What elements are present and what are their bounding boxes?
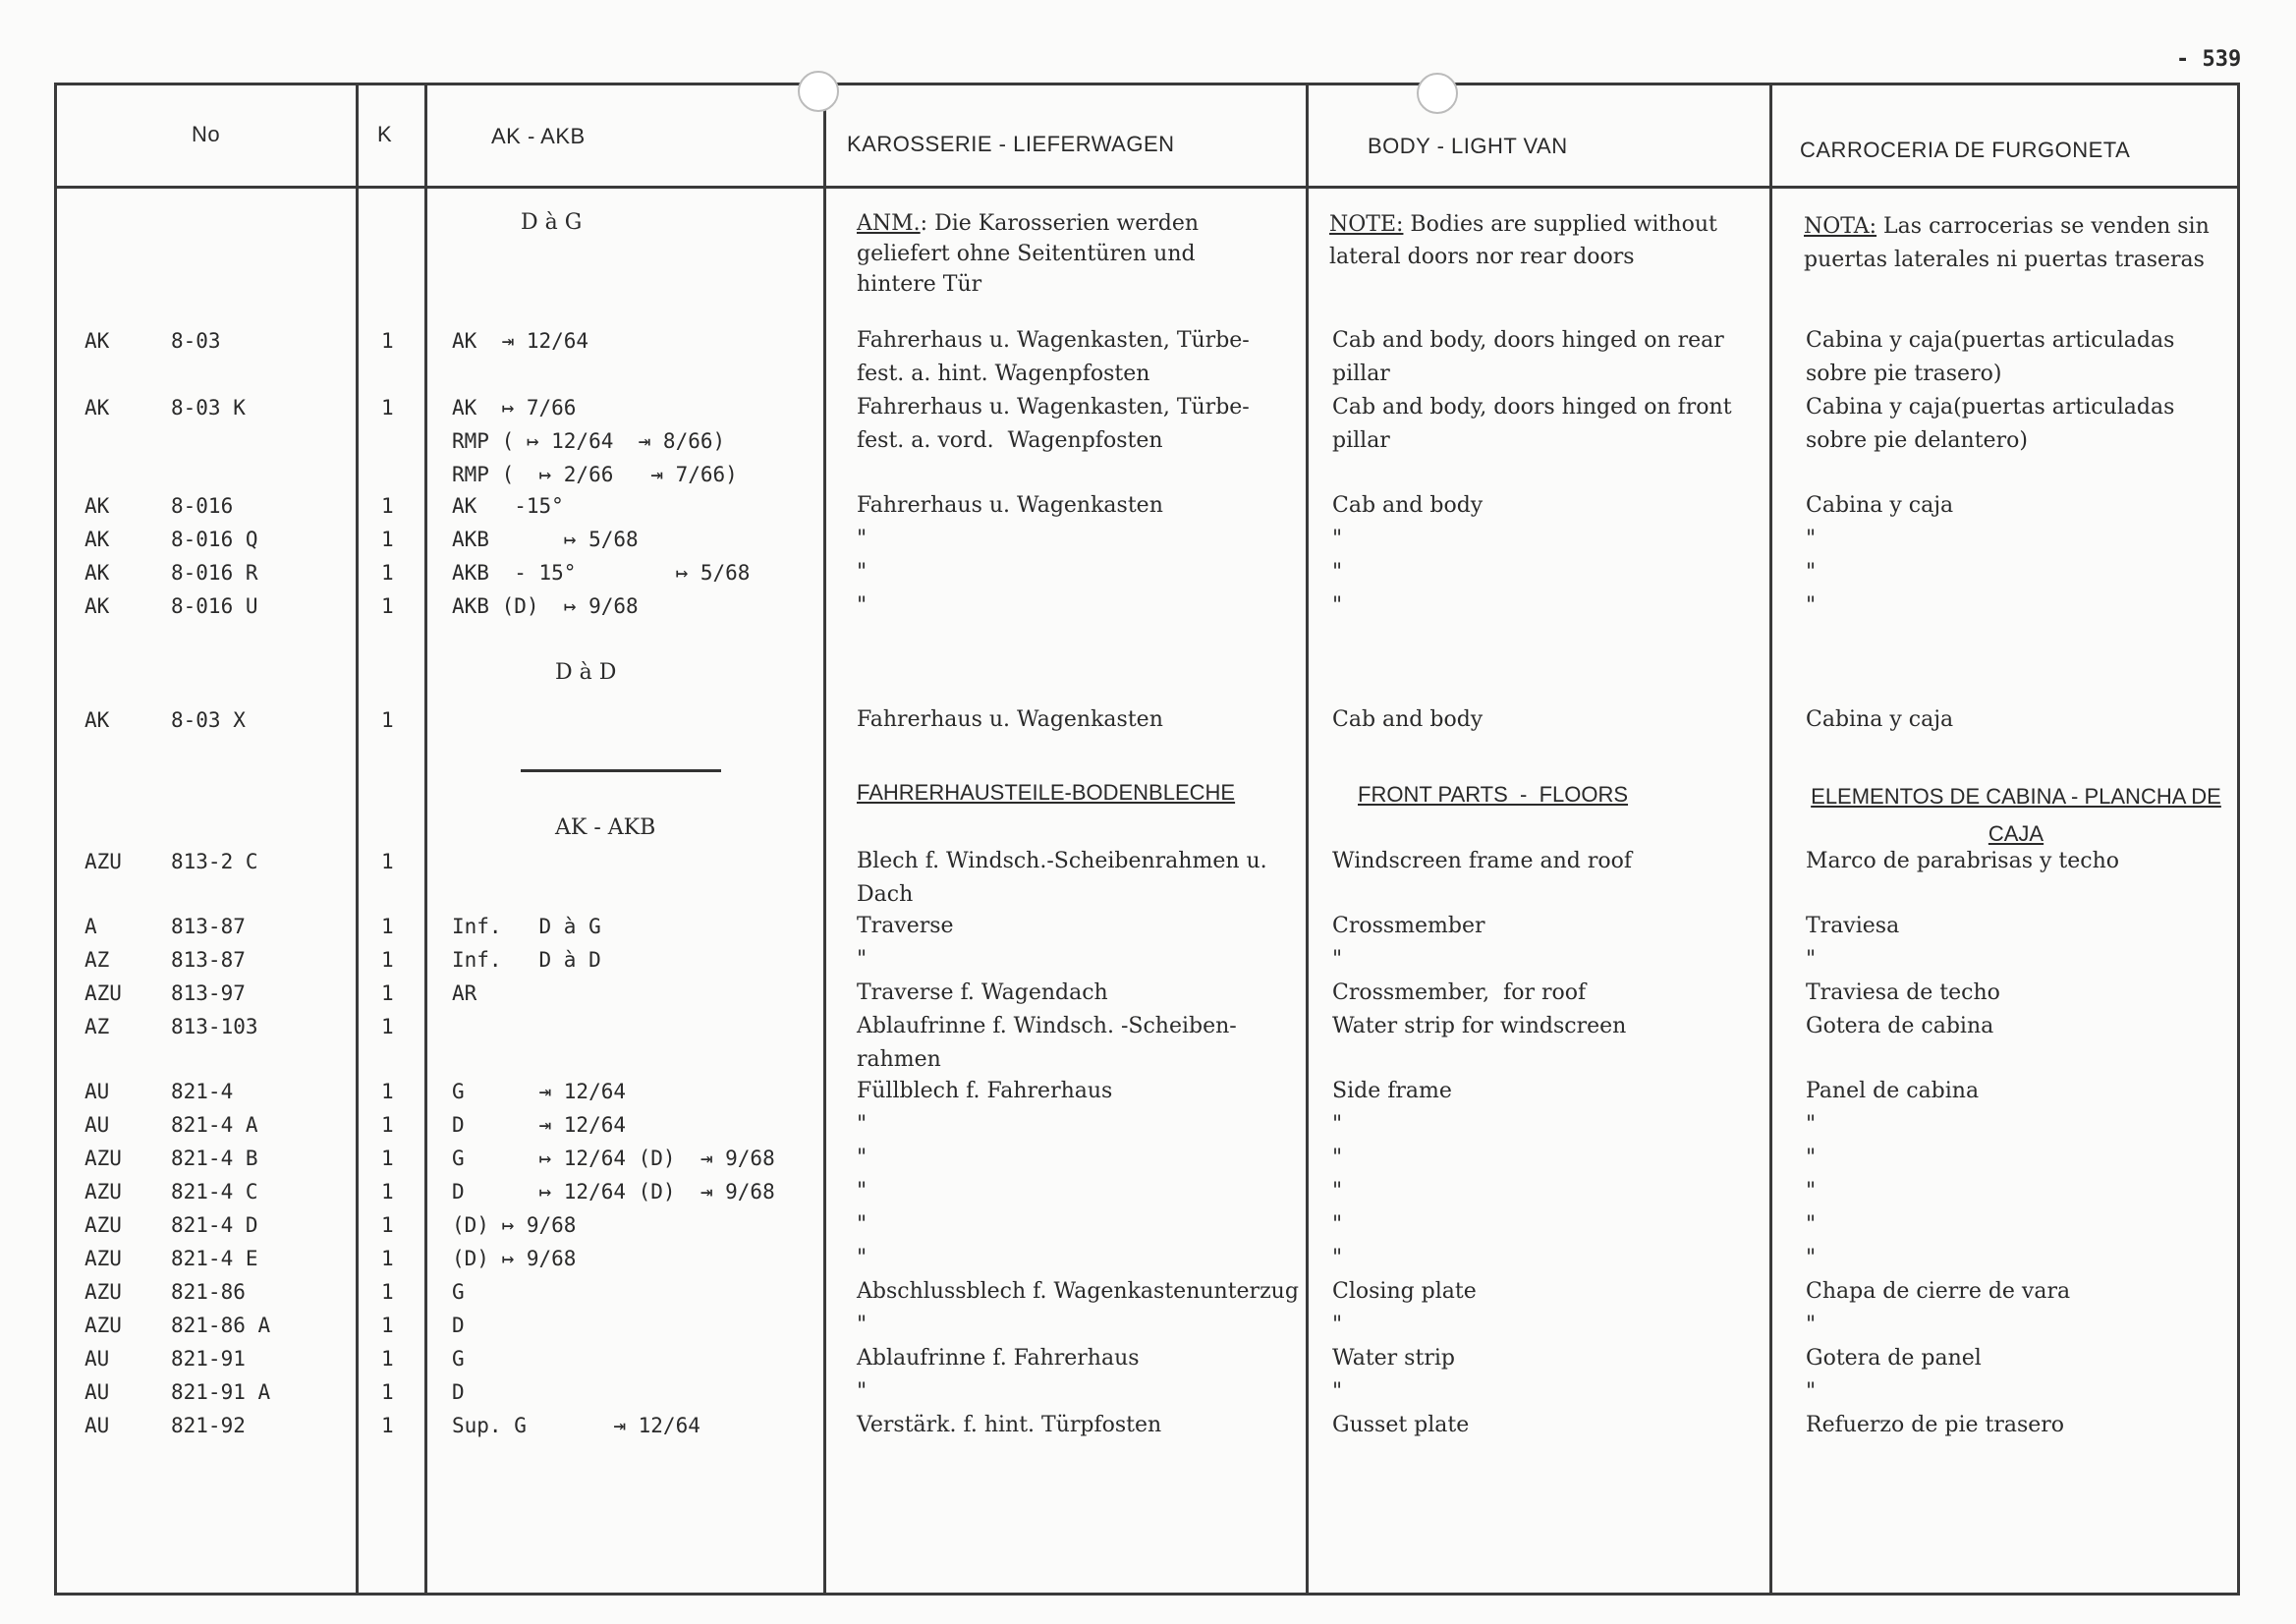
part-prefix: AZU <box>84 1180 122 1204</box>
description-german: " <box>857 560 868 585</box>
quantity: 1 <box>381 1147 394 1170</box>
section-label-dad: D à D <box>555 660 617 685</box>
note-spanish-label: NOTA: <box>1804 214 1877 239</box>
part-prefix: AZU <box>84 1280 122 1304</box>
note-english <box>1329 208 1752 273</box>
description-german: " <box>857 1246 868 1270</box>
description-spanish: Cabina y caja <box>1806 707 1954 732</box>
quantity: 1 <box>381 1247 394 1270</box>
description-english: Side frame <box>1332 1079 1452 1103</box>
description-german: " <box>857 593 868 618</box>
part-number: 821-86 <box>171 1280 246 1304</box>
part-number: 813-103 <box>171 1015 258 1038</box>
description-english: " <box>1332 1212 1343 1237</box>
description-spanish: Gotera de panel <box>1806 1346 1982 1371</box>
description-english: Water strip <box>1332 1346 1455 1371</box>
description-spanish: Gotera de cabina <box>1806 1014 1994 1038</box>
description-english: Cab and body, doors hinged on front pillar <box>1332 395 1732 453</box>
description-english: Closing plate <box>1332 1279 1477 1304</box>
subsection-spanish: ELEMENTOS DE CABINA - PLANCHA DE CAJA <box>1811 784 2221 846</box>
part-prefix: AK <box>84 494 110 518</box>
part-number: 8-016 R <box>171 561 258 585</box>
quantity: 1 <box>381 1380 394 1404</box>
part-prefix: A <box>84 915 97 938</box>
binder-hole <box>798 71 839 112</box>
application: D ↦ 12/64 (D) ⇥ 9/68 <box>452 1180 775 1204</box>
description-spanish: " <box>1806 1379 1817 1404</box>
description-spanish: Chapa de cierre de vara <box>1806 1279 2071 1304</box>
part-number: 821-86 A <box>171 1314 271 1337</box>
section-label-dag: D à G <box>521 210 583 235</box>
part-prefix: AU <box>84 1380 110 1404</box>
description-german: Blech f. Windsch.-Scheibenrahmen u. Dach <box>857 849 1267 907</box>
quantity: 1 <box>381 915 394 938</box>
part-prefix: AK <box>84 594 110 618</box>
part-number: 821-4 A <box>171 1113 258 1137</box>
description-german: Verstärk. f. hint. Türpfosten <box>857 1413 1162 1437</box>
note-english-label: NOTE: <box>1329 212 1404 237</box>
quantity: 1 <box>381 1080 394 1103</box>
note-german-text: : Die Karosserien werden geliefert ohne Seitentüren und hintere Tür <box>857 211 1200 297</box>
description-english: " <box>1332 1246 1343 1270</box>
description-german: " <box>857 1112 868 1137</box>
quantity: 1 <box>381 1414 394 1437</box>
description-english: " <box>1332 1146 1343 1170</box>
application: D <box>452 1314 465 1337</box>
col-divider <box>356 85 359 1593</box>
quantity: 1 <box>381 528 394 551</box>
col-divider <box>424 85 427 1593</box>
part-prefix: AK <box>84 528 110 551</box>
application: Sup. G ⇥ 12/64 <box>452 1414 700 1437</box>
part-prefix: AZU <box>84 850 122 873</box>
header-ak: AK - AKB <box>491 124 586 148</box>
application: AKB ↦ 5/68 <box>452 528 639 551</box>
description-german: Fahrerhaus u. Wagenkasten <box>857 707 1163 732</box>
quantity: 1 <box>381 1347 394 1371</box>
description-english: Water strip for windscreen <box>1332 1014 1627 1038</box>
description-spanish: Cabina y caja(puertas articuladas sobre pie trasero) <box>1806 328 2175 386</box>
description-english: Cab and body <box>1332 707 1484 732</box>
quantity: 1 <box>381 850 394 873</box>
description-spanish: Panel de cabina <box>1806 1079 1980 1103</box>
application: G <box>452 1347 465 1371</box>
description-spanish: " <box>1806 1246 1817 1270</box>
part-prefix: AK <box>84 561 110 585</box>
part-number: 8-016 Q <box>171 528 258 551</box>
quantity: 1 <box>381 981 394 1005</box>
part-prefix: AK <box>84 708 110 732</box>
description-english: " <box>1332 1179 1343 1204</box>
application: Inf. D à G <box>452 915 601 938</box>
application: AK ⇥ 12/64 <box>452 329 589 353</box>
note-spanish <box>1804 210 2236 277</box>
description-english: " <box>1332 1379 1343 1404</box>
part-number: 813-2 C <box>171 850 258 873</box>
part-number: 821-4 C <box>171 1180 258 1204</box>
description-spanish: Traviesa de techo <box>1806 980 2000 1005</box>
part-prefix: AZ <box>84 948 110 972</box>
part-number: 8-03 <box>171 329 221 353</box>
part-number: 813-97 <box>171 981 246 1005</box>
part-number: 821-91 A <box>171 1380 271 1404</box>
part-number: 8-03 X <box>171 708 246 732</box>
description-spanish: " <box>1806 1179 1817 1204</box>
quantity: 1 <box>381 561 394 585</box>
part-prefix: AU <box>84 1347 110 1371</box>
application: Inf. D à D <box>452 948 601 972</box>
part-number: 821-4 D <box>171 1213 258 1237</box>
quantity: 1 <box>381 494 394 518</box>
description-english: Crossmember, for roof <box>1332 980 1587 1005</box>
quantity: 1 <box>381 396 394 420</box>
description-spanish: Refuerzo de pie trasero <box>1806 1413 2065 1437</box>
description-english: Windscreen frame and roof <box>1332 849 1633 873</box>
description-spanish: " <box>1806 947 1817 972</box>
application: G <box>452 1280 465 1304</box>
part-prefix: AZU <box>84 1213 122 1237</box>
page-number: - 539 <box>2176 47 2242 72</box>
description-english: Cab and body, doors hinged on rear pillar <box>1332 328 1724 386</box>
quantity: 1 <box>381 594 394 618</box>
description-english: Cab and body <box>1332 493 1484 518</box>
quantity: 1 <box>381 1015 394 1038</box>
part-number: 821-4 E <box>171 1247 258 1270</box>
part-number: 8-03 K <box>171 396 246 420</box>
binder-hole <box>1417 73 1458 114</box>
application: AK ↦ 7/66 RMP ( ↦ 12/64 ⇥ 8/66) RMP ( ↦ 2/66 ⇥ 7/66) <box>452 396 738 486</box>
part-prefix: AZU <box>84 1247 122 1270</box>
description-spanish: " <box>1806 1212 1817 1237</box>
description-german: Fahrerhaus u. Wagenkasten <box>857 493 1163 518</box>
part-prefix: AZU <box>84 1147 122 1170</box>
note-german <box>857 208 1269 300</box>
description-german: Traverse <box>857 914 954 938</box>
part-number: 821-92 <box>171 1414 246 1437</box>
subsection-german: FAHRERHAUSTEILE-BODENBLECHE <box>857 780 1236 805</box>
part-number: 821-4 B <box>171 1147 258 1170</box>
application: AKB (D) ↦ 9/68 <box>452 594 639 618</box>
description-english: Crossmember <box>1332 914 1485 938</box>
part-number: 813-87 <box>171 915 246 938</box>
quantity: 1 <box>381 329 394 353</box>
description-german: " <box>857 1146 868 1170</box>
note-german-label: ANM. <box>857 211 921 236</box>
note-spanish-text: Las carrocerias se venden sin puertas laterales ni puertas traseras <box>1804 214 2210 272</box>
description-english: " <box>1332 947 1343 972</box>
col-divider <box>823 85 826 1593</box>
description-german: " <box>857 1212 868 1237</box>
subsection-english: FRONT PARTS - FLOORS <box>1358 782 1629 807</box>
quantity: 1 <box>381 1180 394 1204</box>
application: AKB - 15° ↦ 5/68 <box>452 561 751 585</box>
description-german: Fahrerhaus u. Wagenkasten, Türbe- fest. a. vord. Wagenpfosten <box>857 395 1250 453</box>
header-no: No <box>192 122 221 146</box>
description-english: " <box>1332 1313 1343 1337</box>
description-spanish: Cabina y caja(puertas articuladas sobre pie delantero) <box>1806 395 2175 453</box>
quantity: 1 <box>381 1213 394 1237</box>
quantity: 1 <box>381 708 394 732</box>
description-german: " <box>857 1379 868 1404</box>
description-german: " <box>857 947 868 972</box>
description-german: " <box>857 527 868 551</box>
description-spanish: " <box>1806 527 1817 551</box>
col-divider <box>1306 85 1309 1593</box>
section-label-ak-akb: AK - AKB <box>555 815 656 840</box>
header-german: KAROSSERIE - LIEFERWAGEN <box>847 132 1175 156</box>
description-german: " <box>857 1313 868 1337</box>
description-english: " <box>1332 1112 1343 1137</box>
note-english-text: Bodies are supplied without lateral doors nor rear doors <box>1329 212 1717 269</box>
description-english: " <box>1332 593 1343 618</box>
application: (D) ↦ 9/68 <box>452 1247 577 1270</box>
description-spanish: Marco de parabrisas y techo <box>1806 849 2119 873</box>
part-prefix: AU <box>84 1113 110 1137</box>
header-spanish: CARROCERIA DE FURGONETA <box>1800 138 2131 162</box>
quantity: 1 <box>381 1113 394 1137</box>
description-spanish: Cabina y caja <box>1806 493 1954 518</box>
part-prefix: AK <box>84 329 110 353</box>
part-number: 821-91 <box>171 1347 246 1371</box>
description-german: Abschlussblech f. Wagenkastenunterzug <box>857 1279 1299 1304</box>
quantity: 1 <box>381 948 394 972</box>
part-prefix: AU <box>84 1080 110 1103</box>
description-spanish: " <box>1806 593 1817 618</box>
description-spanish: " <box>1806 1112 1817 1137</box>
section-rule <box>521 769 721 772</box>
part-number: 8-016 <box>171 494 234 518</box>
part-number: 821-4 <box>171 1080 234 1103</box>
part-prefix: AU <box>84 1414 110 1437</box>
description-german: Fahrerhaus u. Wagenkasten, Türbe- fest. a. hint. Wagenpfosten <box>857 328 1250 386</box>
description-german: Ablaufrinne f. Fahrerhaus <box>857 1346 1140 1371</box>
header-divider <box>57 186 2237 189</box>
application: G ↦ 12/64 (D) ⇥ 9/68 <box>452 1147 775 1170</box>
application: D ⇥ 12/64 <box>452 1113 627 1137</box>
part-number: 8-016 U <box>171 594 258 618</box>
description-german: Traverse f. Wagendach <box>857 980 1108 1005</box>
description-spanish: Traviesa <box>1806 914 1900 938</box>
description-spanish: " <box>1806 1146 1817 1170</box>
col-divider <box>1769 85 1772 1593</box>
description-german: " <box>857 1179 868 1204</box>
application: AK -15° <box>452 494 564 518</box>
header-english: BODY - LIGHT VAN <box>1368 134 1568 158</box>
part-prefix: AZU <box>84 981 122 1005</box>
description-english: " <box>1332 560 1343 585</box>
description-german: Ablaufrinne f. Windsch. -Scheiben- rahmen <box>857 1014 1237 1072</box>
part-prefix: AZ <box>84 1015 110 1038</box>
header-k: K <box>377 122 393 146</box>
part-prefix: AZU <box>84 1314 122 1337</box>
description-spanish: " <box>1806 560 1817 585</box>
application: D <box>452 1380 465 1404</box>
description-spanish: " <box>1806 1313 1817 1337</box>
description-english: Gusset plate <box>1332 1413 1470 1437</box>
application: G ⇥ 12/64 <box>452 1080 627 1103</box>
application: AR <box>452 981 477 1005</box>
quantity: 1 <box>381 1314 394 1337</box>
application: (D) ↦ 9/68 <box>452 1213 577 1237</box>
part-prefix: AK <box>84 396 110 420</box>
description-german: Füllblech f. Fahrerhaus <box>857 1079 1113 1103</box>
description-english: " <box>1332 527 1343 551</box>
part-number: 813-87 <box>171 948 246 972</box>
quantity: 1 <box>381 1280 394 1304</box>
